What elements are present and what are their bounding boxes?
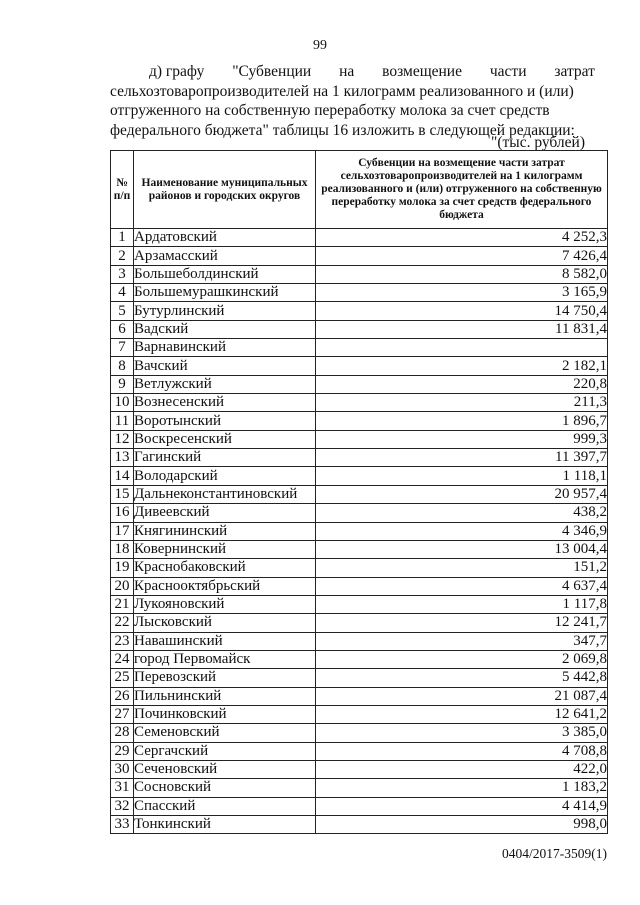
- table-row: [111, 522, 608, 540]
- district-name: Ветлужский: [134, 375, 316, 393]
- row-number: 3: [111, 265, 134, 283]
- table-row: [111, 779, 608, 797]
- intro-word: затрат: [554, 63, 595, 80]
- district-name: город Первомайск: [134, 650, 316, 668]
- row-number: 6: [111, 320, 134, 338]
- table-row: [111, 394, 608, 412]
- subsidy-value: 4 346,9: [316, 522, 608, 540]
- row-number: 13: [111, 449, 134, 467]
- row-number: 8: [111, 357, 134, 375]
- district-name: Воротынский: [134, 412, 316, 430]
- row-number: 15: [111, 485, 134, 503]
- subsidy-value: 999,3: [316, 430, 608, 448]
- subsidy-value: 11 397,7: [316, 449, 608, 467]
- subsidy-value: 3 385,0: [316, 724, 608, 742]
- intro-word: д) графу: [149, 63, 205, 80]
- subsidy-value: 1 896,7: [316, 412, 608, 430]
- row-number: 26: [111, 687, 134, 705]
- header-value: Субвенции на возмещение части затрат сельхозтоваропроизводителей на 1 килограмм реализованного и (или) отгруженного на собственную переработку молока за счет средств федерального бюджета: [316, 151, 608, 229]
- table-row: [111, 430, 608, 448]
- table-row: [111, 650, 608, 668]
- district-name: Вачский: [134, 357, 316, 375]
- row-number: 29: [111, 742, 134, 760]
- subsidy-value: 1 183,2: [316, 779, 608, 797]
- table-row: [111, 375, 608, 393]
- subsidy-value: 13 004,4: [316, 540, 608, 558]
- table-row: [111, 449, 608, 467]
- district-name: Перевозский: [134, 669, 316, 687]
- table-row: [111, 320, 608, 338]
- row-number: 20: [111, 577, 134, 595]
- district-name: Вадский: [134, 320, 316, 338]
- subsidy-table: [110, 150, 608, 834]
- district-name: Бутурлинский: [134, 302, 316, 320]
- subsidy-value: 2 182,1: [316, 357, 608, 375]
- subsidy-value: 14 750,4: [316, 302, 608, 320]
- subsidy-value: 4 252,3: [316, 229, 608, 247]
- district-name: Пильнинский: [134, 687, 316, 705]
- subsidy-value: 151,2: [316, 559, 608, 577]
- table-row: [111, 742, 608, 760]
- row-number: 25: [111, 669, 134, 687]
- district-name: Ковернинский: [134, 540, 316, 558]
- district-name: Вознесенский: [134, 394, 316, 412]
- intro-line-1: [110, 62, 595, 82]
- district-name: Спасский: [134, 797, 316, 815]
- subsidy-value: 7 426,4: [316, 247, 608, 265]
- table-row: [111, 339, 608, 357]
- subsidy-value: 8 582,0: [316, 265, 608, 283]
- table-row: [111, 357, 608, 375]
- row-number: 17: [111, 522, 134, 540]
- row-number: 1: [111, 229, 134, 247]
- district-name: Лысковский: [134, 614, 316, 632]
- unit-label: "(тыс. рублей): [491, 134, 585, 151]
- table-row: [111, 687, 608, 705]
- row-number: 14: [111, 467, 134, 485]
- district-name: Навашинский: [134, 632, 316, 650]
- district-name: Володарский: [134, 467, 316, 485]
- row-number: 32: [111, 797, 134, 815]
- intro-line-2: сельхозтоваропроизводителей на 1 килограмм реализованного и (или): [110, 82, 574, 100]
- table-header-row: [111, 151, 608, 229]
- subsidy-value: 3 165,9: [316, 284, 608, 302]
- header-name: Наименование муниципальных районов и городских округов: [134, 151, 316, 229]
- table-row: [111, 284, 608, 302]
- subsidy-value: 1 117,8: [316, 595, 608, 613]
- subsidy-value: 12 241,7: [316, 614, 608, 632]
- subsidy-value: 12 641,2: [316, 705, 608, 723]
- district-name: Большемурашкинский: [134, 284, 316, 302]
- district-name: Тонкинский: [134, 816, 316, 834]
- district-name: Ардатовский: [134, 229, 316, 247]
- header-num: № п/п: [111, 151, 134, 229]
- row-number: 19: [111, 559, 134, 577]
- row-number: 22: [111, 614, 134, 632]
- row-number: 18: [111, 540, 134, 558]
- subsidy-value: 21 087,4: [316, 687, 608, 705]
- subsidy-value: 5 442,8: [316, 669, 608, 687]
- intro-line-3: отгруженного на собственную переработку молока за счет средств: [110, 102, 550, 119]
- table-row: [111, 614, 608, 632]
- district-name: Гагинский: [134, 449, 316, 467]
- district-name: Починковский: [134, 705, 316, 723]
- row-number: 16: [111, 504, 134, 522]
- intro-word: "Субвенции: [232, 63, 312, 80]
- table-row: [111, 247, 608, 265]
- table-row: [111, 540, 608, 558]
- row-number: 33: [111, 816, 134, 834]
- district-name: Сеченовский: [134, 760, 316, 778]
- row-number: 7: [111, 339, 134, 357]
- row-number: 24: [111, 650, 134, 668]
- subsidy-value: 20 957,4: [316, 485, 608, 503]
- table-body: [111, 229, 608, 834]
- district-name: Краснооктябрьский: [134, 577, 316, 595]
- district-name: Варнавинский: [134, 339, 316, 357]
- table-row: [111, 669, 608, 687]
- intro-paragraph: [110, 62, 595, 140]
- subsidy-value: 11 831,4: [316, 320, 608, 338]
- document-code: 0404/2017-3509(1): [502, 846, 607, 861]
- subsidy-value: 2 069,8: [316, 650, 608, 668]
- subsidy-value: 347,7: [316, 632, 608, 650]
- district-name: Сергачский: [134, 742, 316, 760]
- row-number: 4: [111, 284, 134, 302]
- district-name: Сосновский: [134, 779, 316, 797]
- subsidy-value: 211,3: [316, 394, 608, 412]
- page-number: 99: [313, 38, 327, 53]
- subsidy-value: 438,2: [316, 504, 608, 522]
- table-row: [111, 577, 608, 595]
- intro-line-4: федерального бюджета" таблицы 16 изложить в следующей редакции:: [110, 121, 575, 139]
- row-number: 11: [111, 412, 134, 430]
- row-number: 30: [111, 760, 134, 778]
- table-row: [111, 412, 608, 430]
- row-number: 12: [111, 430, 134, 448]
- district-name: Дивеевский: [134, 504, 316, 522]
- table-row: [111, 632, 608, 650]
- row-number: 9: [111, 375, 134, 393]
- subsidy-value: 1 118,1: [316, 467, 608, 485]
- subsidy-value: 4 414,9: [316, 797, 608, 815]
- table-row: [111, 797, 608, 815]
- table-row: [111, 559, 608, 577]
- intro-word: части: [489, 63, 527, 80]
- subsidy-value: 220,8: [316, 375, 608, 393]
- row-number: 31: [111, 779, 134, 797]
- subsidy-value: [316, 339, 608, 357]
- subsidy-value: 422,0: [316, 760, 608, 778]
- row-number: 5: [111, 302, 134, 320]
- table-row: [111, 265, 608, 283]
- table-row: [111, 504, 608, 522]
- row-number: 21: [111, 595, 134, 613]
- intro-word: возмещение: [382, 63, 462, 80]
- subsidy-value: 4 637,4: [316, 577, 608, 595]
- table-row: [111, 485, 608, 503]
- district-name: Княгининский: [134, 522, 316, 540]
- row-number: 23: [111, 632, 134, 650]
- table-row: [111, 816, 608, 834]
- district-name: Семеновский: [134, 724, 316, 742]
- table-row: [111, 705, 608, 723]
- subsidy-value: 998,0: [316, 816, 608, 834]
- table-row: [111, 302, 608, 320]
- row-number: 10: [111, 394, 134, 412]
- table-row: [111, 760, 608, 778]
- table-row: [111, 467, 608, 485]
- row-number: 27: [111, 705, 134, 723]
- table-row: [111, 229, 608, 247]
- row-number: 2: [111, 247, 134, 265]
- district-name: Большеболдинский: [134, 265, 316, 283]
- district-name: Лукояновский: [134, 595, 316, 613]
- intro-word: на: [339, 63, 355, 80]
- district-name: Краснобаковский: [134, 559, 316, 577]
- district-name: Арзамасский: [134, 247, 316, 265]
- subsidy-value: 4 708,8: [316, 742, 608, 760]
- district-name: Дальнеконстантиновский: [134, 485, 316, 503]
- table-row: [111, 724, 608, 742]
- district-name: Воскресенский: [134, 430, 316, 448]
- table-row: [111, 595, 608, 613]
- row-number: 28: [111, 724, 134, 742]
